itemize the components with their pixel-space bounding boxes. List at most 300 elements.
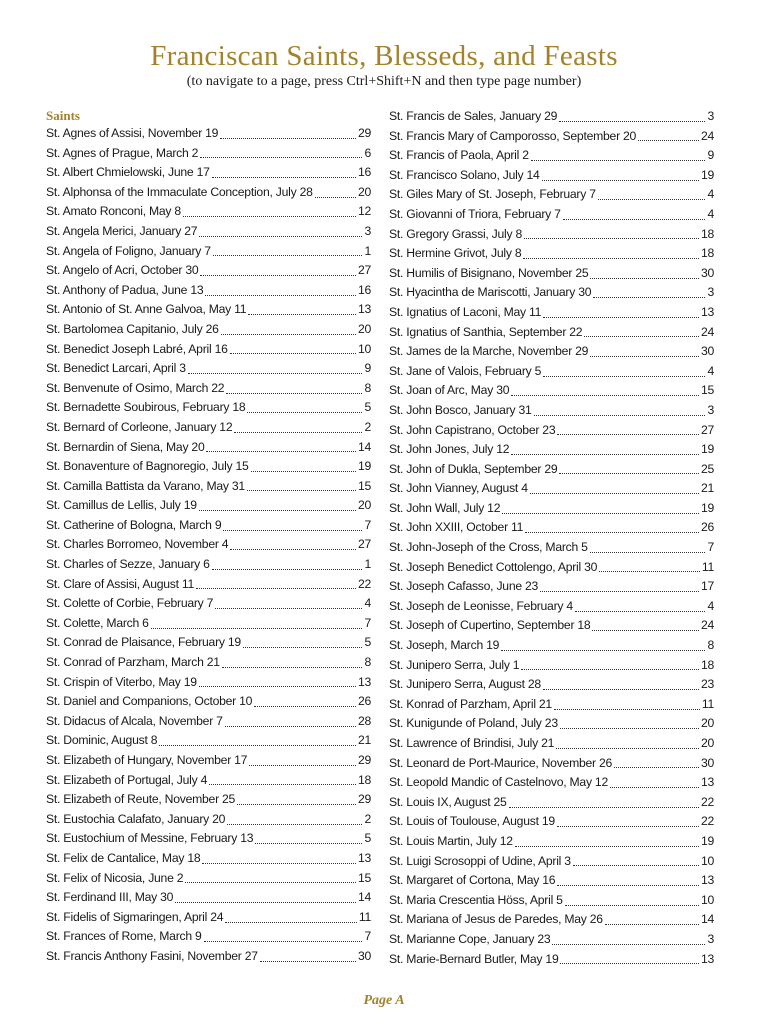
entry-name: St. Leonard de Port-Maurice, November 26: [389, 755, 613, 770]
entry-page-number: 21: [700, 481, 714, 496]
entry-name: St. Antonio of St. Anne Galvoa, May 11: [46, 302, 247, 317]
index-entry[interactable]: [389, 127, 714, 147]
index-entry[interactable]: [46, 575, 371, 595]
entry-page-number: 8: [364, 655, 371, 670]
entry-name: St. Luigi Scrosoppi of Udine, April 3: [389, 853, 571, 868]
entry-page-number: 3: [364, 223, 371, 238]
index-entry[interactable]: [389, 440, 714, 460]
entry-name: St. Felix de Cantalice, May 18: [46, 850, 201, 865]
section-heading: Saints: [46, 108, 80, 123]
dot-leader: [247, 411, 362, 413]
index-entry[interactable]: [389, 538, 714, 558]
dot-leader: [590, 551, 706, 553]
index-entry[interactable]: [389, 754, 714, 774]
entry-name: St. Angela of Foligno, January 7: [46, 243, 211, 258]
entry-name: St. Elizabeth of Portugal, July 4: [46, 772, 208, 787]
entry-page-number: 30: [700, 755, 714, 770]
index-entry[interactable]: [389, 616, 714, 636]
entry-name: St. Humilis of Bisignano, November 25: [389, 265, 589, 280]
dot-leader: [531, 159, 706, 161]
entry-page-number: 13: [357, 850, 371, 865]
entry-name: St. Didacus of Alcala, November 7: [46, 713, 223, 728]
dot-leader: [151, 627, 363, 629]
entry-name: St. Charles Borromeo, November 4: [46, 537, 229, 552]
index-entry[interactable]: [46, 751, 371, 771]
index-entry[interactable]: [46, 908, 371, 928]
entry-page-number: 4: [707, 363, 714, 378]
dot-leader: [222, 666, 363, 668]
index-entry[interactable]: [46, 849, 371, 869]
dot-leader: [563, 218, 706, 220]
index-entry[interactable]: [46, 281, 371, 301]
entry-name: St. Albert Chmielowski, June 17: [46, 165, 210, 180]
index-entry[interactable]: [389, 656, 714, 676]
dot-leader: [573, 864, 699, 866]
index-entry[interactable]: [46, 457, 371, 477]
index-entry[interactable]: [389, 499, 714, 519]
dot-leader: [255, 842, 362, 844]
dot-leader: [159, 744, 356, 746]
entry-name: St. Ignatius of Laconi, May 11: [389, 304, 542, 319]
entry-name: St. Hyacintha de Mariscotti, January 30: [389, 285, 592, 300]
entry-page-number: 20: [357, 321, 371, 336]
entry-page-number: 19: [700, 500, 714, 515]
index-entry[interactable]: [46, 163, 371, 183]
index-entry[interactable]: [46, 869, 371, 889]
entry-page-number: 30: [700, 265, 714, 280]
entry-name: St. Joseph Cafasso, June 23: [389, 579, 539, 594]
index-entry[interactable]: [46, 829, 371, 849]
entry-page-number: 13: [700, 304, 714, 319]
index-entry[interactable]: [389, 146, 714, 166]
entry-name: St. Fidelis of Sigmaringen, April 24: [46, 909, 224, 924]
dot-leader: [223, 529, 362, 531]
entry-page-number: 4: [707, 206, 714, 221]
entry-name: St. Giles Mary of St. Joseph, February 7: [389, 187, 596, 202]
entry-name: St. John Capistrano, October 23: [389, 422, 556, 437]
dot-leader: [243, 646, 363, 648]
index-entry[interactable]: [46, 222, 371, 242]
dot-leader: [559, 472, 699, 474]
index-entry[interactable]: [46, 340, 371, 360]
entry-page-number: 30: [357, 948, 371, 963]
dot-leader: [543, 688, 699, 690]
index-entry[interactable]: [46, 673, 371, 693]
index-entry[interactable]: [389, 734, 714, 754]
index-entry[interactable]: [389, 107, 714, 127]
index-entry[interactable]: [46, 418, 371, 438]
entry-name: St. Alphonsa of the Immaculate Conception, July 28: [46, 184, 313, 199]
index-entry[interactable]: [389, 577, 714, 597]
index-entry[interactable]: [389, 773, 714, 793]
entry-page-number: 15: [357, 870, 371, 885]
entry-name: St. Francis of Paola, April 2: [389, 148, 529, 163]
dot-leader: [557, 884, 699, 886]
index-entry[interactable]: [389, 852, 714, 872]
entry-page-number: 6: [364, 145, 371, 160]
entry-name: St. Lawrence of Brindisi, July 21: [389, 736, 555, 750]
entry-name: St. Conrad de Plaisance, February 19: [46, 635, 241, 650]
dot-leader: [248, 313, 356, 315]
index-entry[interactable]: [389, 891, 714, 911]
dot-leader: [251, 470, 356, 472]
dot-leader: [511, 453, 699, 455]
entry-name: St. Agnes of Assisi, November 19: [46, 126, 219, 140]
entry-name: St. Eustochium of Messine, February 13: [46, 831, 254, 846]
entry-page-number: 13: [357, 674, 371, 689]
entry-page-number: 26: [700, 520, 714, 535]
dot-leader: [225, 725, 356, 727]
entry-page-number: 9: [364, 361, 371, 376]
entry-name: St. Colette, March 6: [46, 615, 149, 630]
entry-name: St. Louis of Toulouse, August 19: [389, 814, 555, 829]
entry-page-number: 14: [357, 890, 371, 905]
entry-name: St. Benedict Joseph Labré, April 16: [46, 341, 228, 356]
index-entry[interactable]: [46, 183, 371, 203]
entry-page-number: 3: [707, 285, 714, 300]
index-entry[interactable]: [46, 633, 371, 653]
dot-leader: [204, 940, 363, 942]
dot-leader: [209, 783, 356, 785]
page-title: Franciscan Saints, Blesseds, and Feasts: [150, 40, 618, 72]
dot-leader: [199, 509, 356, 511]
entry-page-number: 27: [357, 263, 371, 278]
entry-page-number: 7: [364, 517, 371, 532]
entry-name: St. Marie-Bernard Butler, May 19: [389, 951, 559, 966]
dot-leader: [534, 414, 706, 416]
entry-page-number: 19: [700, 442, 714, 457]
dot-leader: [560, 727, 699, 729]
index-entry[interactable]: [46, 712, 371, 732]
index-entry[interactable]: [389, 362, 714, 382]
entry-page-number: 29: [357, 753, 371, 767]
entry-page-number: 15: [700, 383, 714, 398]
right-column: [389, 107, 714, 969]
index-entry[interactable]: [46, 888, 371, 908]
entry-name: St. Hermine Grivot, July 8: [389, 246, 522, 261]
dot-leader: [502, 512, 699, 514]
entry-name: St. Colette of Corbie, February 7: [46, 596, 214, 611]
index-entry[interactable]: [389, 185, 714, 205]
entry-page-number: 26: [357, 694, 371, 709]
index-entry[interactable]: [46, 614, 371, 634]
entry-page-number: 27: [357, 537, 371, 552]
index-entry[interactable]: [46, 477, 371, 497]
entry-name: St. Bernadette Soubirous, February 18: [46, 400, 246, 415]
index-entry[interactable]: [389, 518, 714, 538]
entry-page-number: 14: [357, 439, 371, 454]
index-entry[interactable]: [389, 871, 714, 891]
index-entry[interactable]: [389, 950, 714, 970]
dot-leader: [185, 881, 356, 883]
entry-page-number: 3: [707, 402, 714, 417]
dot-leader: [254, 705, 356, 707]
index-entry[interactable]: [46, 438, 371, 458]
entry-page-number: 18: [357, 772, 371, 787]
entry-name: St. Bartolomea Capitanio, July 26: [46, 321, 219, 336]
index-entry[interactable]: [46, 202, 371, 222]
entry-name: St. Francisco Solano, July 14: [389, 167, 540, 182]
entry-name: St. Ferdinand III, May 30: [46, 890, 174, 905]
entry-page-number: 17: [700, 579, 714, 594]
entry-name: St. Junipero Serra, July 1: [389, 657, 520, 672]
dot-leader: [584, 335, 699, 337]
index-entry[interactable]: [46, 771, 371, 791]
dot-leader: [315, 196, 356, 198]
entry-page-number: 20: [700, 736, 714, 750]
entry-name: St. Camilla Battista da Varano, May 31: [46, 478, 245, 493]
dot-leader: [188, 372, 363, 374]
entry-name: St. Bernard of Corleone, January 12: [46, 419, 233, 434]
dot-leader: [221, 333, 356, 335]
entry-name: St. Elizabeth of Reute, November 25: [46, 792, 236, 807]
dot-leader: [230, 548, 356, 550]
entry-page-number: 19: [700, 833, 714, 848]
entry-name: St. Joseph, March 19: [389, 638, 500, 653]
index-entry[interactable]: [46, 692, 371, 712]
dot-leader: [511, 394, 699, 396]
entry-page-number: 10: [357, 341, 371, 356]
entry-name: St. Camillus de Lellis, July 19: [46, 498, 197, 513]
index-entry[interactable]: [389, 460, 714, 480]
index-entry[interactable]: [389, 342, 714, 362]
entry-name: St. John-Joseph of the Cross, March 5: [389, 540, 588, 555]
entry-page-number: 30: [700, 344, 714, 359]
entry-page-number: 8: [707, 638, 714, 653]
index-entry[interactable]: [389, 401, 714, 421]
index-entry[interactable]: [46, 300, 371, 320]
entry-name: St. John Bosco, January 31: [389, 402, 532, 417]
dot-leader: [605, 923, 699, 925]
index-entry[interactable]: [46, 144, 371, 164]
index-entry[interactable]: [389, 793, 714, 813]
entry-name: St. Francis Mary of Camporosso, September 20: [389, 128, 637, 143]
index-entry[interactable]: [389, 225, 714, 245]
entry-name: St. Eustochia Calafato, January 20: [46, 811, 226, 826]
index-entry[interactable]: [389, 930, 714, 950]
index-entry[interactable]: [389, 558, 714, 578]
dot-leader: [524, 237, 699, 239]
entry-name: St. Anthony of Padua, June 13: [46, 282, 204, 297]
index-entry[interactable]: [46, 261, 371, 281]
entry-page-number: 29: [357, 792, 371, 807]
dot-leader: [212, 568, 363, 570]
entry-name: St. Angelo of Acri, October 30: [46, 263, 199, 278]
entry-page-number: 5: [364, 635, 371, 650]
dot-leader: [557, 433, 699, 435]
index-entry[interactable]: [389, 597, 714, 617]
entry-name: St. Agnes of Prague, March 2: [46, 145, 199, 160]
dot-leader: [212, 176, 356, 178]
entry-name: St. Crispin of Viterbo, May 19: [46, 674, 197, 689]
entry-page-number: 22: [357, 576, 371, 591]
index-entry[interactable]: [389, 166, 714, 186]
entry-name: St. Elizabeth of Hungary, November 17: [46, 753, 248, 767]
dot-leader: [599, 570, 700, 572]
entry-name: St. Leopold Mandic of Castelnovo, May 12: [389, 775, 608, 790]
index-entry[interactable]: [46, 535, 371, 555]
index-entry[interactable]: [46, 790, 371, 810]
entry-name: St. Louis Martin, July 12: [389, 833, 513, 848]
page-footer: Page A: [363, 993, 405, 1008]
entry-page-number: 13: [700, 951, 714, 966]
dot-leader: [556, 747, 699, 749]
dot-leader: [593, 296, 705, 298]
dot-leader: [199, 235, 362, 237]
dot-leader: [543, 375, 705, 377]
index-entry[interactable]: [46, 810, 371, 830]
entry-name: St. Jane of Valois, February 5: [389, 363, 542, 378]
entry-page-number: 24: [700, 128, 714, 143]
index-entry[interactable]: [389, 714, 714, 734]
index-entry[interactable]: [46, 124, 371, 144]
dot-leader: [540, 590, 699, 592]
dot-leader: [559, 120, 705, 122]
dot-leader: [554, 708, 700, 710]
index-entry[interactable]: [389, 910, 714, 930]
index-entry[interactable]: [46, 555, 371, 575]
index-entry[interactable]: [46, 927, 371, 947]
index-entry[interactable]: [46, 359, 371, 379]
entry-page-number: 13: [700, 775, 714, 790]
dot-leader: [206, 450, 355, 452]
entry-name: St. Maria Crescentia Höss, April 5: [389, 892, 563, 907]
entry-page-number: 20: [357, 184, 371, 199]
dot-leader: [525, 531, 699, 533]
dot-leader: [509, 806, 699, 808]
index-entry[interactable]: [46, 594, 371, 614]
dot-leader: [521, 668, 699, 670]
dot-leader: [565, 904, 699, 906]
index-entry[interactable]: [389, 479, 714, 499]
entry-page-number: 10: [700, 853, 714, 868]
entry-page-number: 16: [357, 282, 371, 297]
entry-name: St. Charles of Sezze, January 6: [46, 557, 210, 572]
index-entry[interactable]: [389, 205, 714, 225]
entry-page-number: 5: [364, 831, 371, 846]
entry-page-number: 20: [357, 498, 371, 513]
index-entry[interactable]: [389, 812, 714, 832]
index-entry[interactable]: [46, 496, 371, 516]
index-entry[interactable]: [389, 675, 714, 695]
entry-name: St. Mariana of Jesus de Paredes, May 26: [389, 912, 603, 927]
dot-leader: [501, 649, 705, 651]
index-entry[interactable]: [389, 381, 714, 401]
left-entry-list: [46, 124, 371, 967]
dot-leader: [237, 803, 356, 805]
dot-leader: [205, 294, 356, 296]
entry-name: St. Daniel and Companions, October 10: [46, 694, 253, 709]
dot-leader: [560, 962, 698, 964]
entry-page-number: 11: [701, 559, 714, 574]
entry-name: St. James de la Marche, November 29: [389, 344, 589, 359]
entry-page-number: 4: [364, 596, 371, 611]
entry-name: St. John Jones, July 12: [389, 442, 510, 457]
index-entry[interactable]: [46, 731, 371, 751]
dot-leader: [638, 139, 699, 141]
dot-leader: [590, 355, 699, 357]
index-entry[interactable]: [389, 283, 714, 303]
dot-leader: [249, 764, 356, 766]
dot-leader: [542, 179, 699, 181]
index-entry[interactable]: [389, 832, 714, 852]
entry-page-number: 10: [700, 892, 714, 907]
dot-leader: [199, 685, 356, 687]
dot-leader: [598, 198, 706, 200]
dot-leader: [215, 607, 362, 609]
index-entry[interactable]: [389, 264, 714, 284]
entry-page-number: 3: [707, 109, 714, 123]
entry-page-number: 7: [707, 540, 714, 555]
index-entry[interactable]: [389, 421, 714, 441]
entry-page-number: 11: [701, 696, 714, 711]
index-entry[interactable]: [389, 636, 714, 656]
dot-leader: [227, 823, 362, 825]
entry-name: St. Louis IX, August 25: [389, 794, 507, 809]
index-entry[interactable]: [46, 653, 371, 673]
index-entry[interactable]: [389, 303, 714, 323]
entry-name: St. Margaret of Cortona, May 16: [389, 873, 556, 888]
entry-page-number: 7: [364, 615, 371, 630]
entry-page-number: 22: [700, 814, 714, 829]
index-entry[interactable]: [389, 695, 714, 715]
entry-name: St. Conrad of Parzham, March 21: [46, 655, 220, 670]
index-entry[interactable]: [46, 242, 371, 262]
entry-page-number: 29: [357, 126, 371, 140]
entry-page-number: 19: [357, 459, 371, 474]
entry-name: St. Junipero Serra, August 28: [389, 677, 541, 692]
entry-name: St. John Wall, July 12: [389, 500, 501, 515]
dot-leader: [543, 316, 699, 318]
entry-name: St. Kunigunde of Poland, July 23: [389, 716, 558, 731]
entry-page-number: 22: [700, 794, 714, 809]
index-entry[interactable]: [46, 947, 371, 967]
index-entry[interactable]: [389, 323, 714, 343]
dot-leader: [610, 786, 699, 788]
entry-name: St. Francis Anthony Fasini, November 27: [46, 948, 258, 963]
entry-name: St. Frances of Rome, March 9: [46, 929, 202, 944]
entry-page-number: 21: [357, 733, 371, 748]
left-column: [46, 107, 371, 967]
entry-page-number: 19: [700, 167, 714, 182]
dot-leader: [260, 960, 356, 962]
entry-name: St. John XXIII, October 11: [389, 520, 524, 535]
page-subtitle: (to navigate to a page, press Ctrl+Shift+N and then type page number): [186, 74, 582, 89]
entry-name: St. John of Dukla, September 29: [389, 461, 558, 476]
entry-page-number: 24: [700, 618, 714, 633]
entry-page-number: 16: [357, 165, 371, 180]
entry-page-number: 4: [707, 598, 714, 613]
entry-name: St. Marianne Cope, January 23: [389, 931, 551, 946]
entry-name: St. Amato Ronconi, May 8: [46, 204, 181, 219]
index-entry[interactable]: [46, 398, 371, 418]
index-entry[interactable]: [389, 244, 714, 264]
dot-leader: [196, 587, 356, 589]
entry-name: St. Dominic, August 8: [46, 733, 158, 748]
entry-page-number: 27: [700, 422, 714, 437]
entry-page-number: 3: [707, 931, 714, 946]
dot-leader: [200, 274, 356, 276]
index-entry[interactable]: [46, 516, 371, 536]
index-entry[interactable]: [46, 379, 371, 399]
entry-page-number: 2: [364, 419, 371, 434]
entry-page-number: 23: [700, 677, 714, 692]
index-entry[interactable]: [46, 320, 371, 340]
dot-leader: [530, 492, 699, 494]
entry-page-number: 13: [700, 873, 714, 888]
entry-page-number: 11: [358, 909, 371, 924]
entry-page-number: 9: [707, 148, 714, 163]
